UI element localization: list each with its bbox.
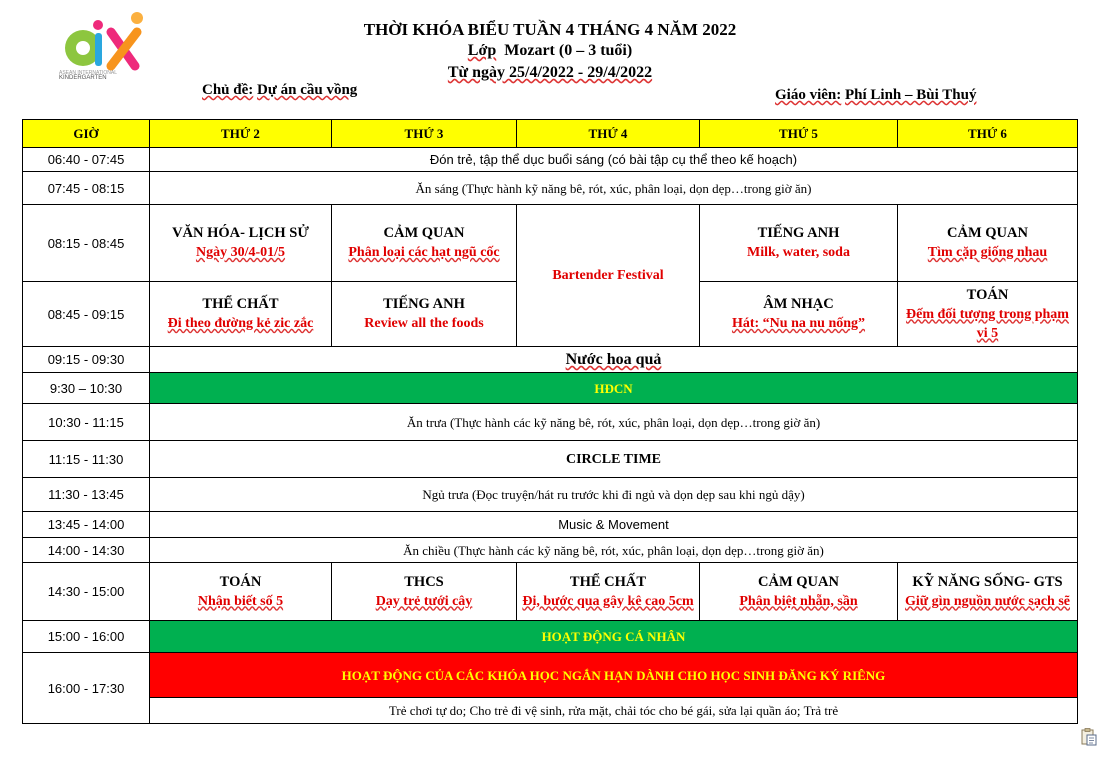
lesson-cell — [332, 205, 517, 282]
col-header-wed: THỨ 4 — [517, 120, 700, 148]
lesson-detail: Nhận biết số 5 — [197, 593, 284, 609]
time-cell: 11:30 - 13:45 — [23, 478, 150, 512]
table-row — [23, 404, 1078, 441]
table-row — [23, 621, 1078, 653]
topic-line — [202, 82, 357, 99]
lesson-subject: THCS — [404, 573, 444, 590]
lesson-subject: CẢM QUAN — [383, 225, 465, 241]
lesson-cell — [150, 563, 332, 621]
activity-cell: Ăn sáng (Thực hành kỹ năng bê, rót, xúc, phân loại, dọn dẹp…trong giờ ăn) — [150, 172, 1078, 205]
lesson-cell — [700, 205, 898, 282]
activity-cell: Ăn trưa (Thực hành các kỹ năng bê, rót, xúc, phân loại, dọn dẹp…trong giờ ăn) — [150, 404, 1078, 441]
lesson-subject: CẢM QUAN — [758, 573, 839, 590]
lesson-cell — [332, 282, 517, 347]
date-range-text: Từ ngày 25/4/2022 - 29/4/2022 — [447, 64, 653, 81]
lesson-cell — [898, 205, 1078, 282]
activity-cell: Đón trẻ, tập thể dục buổi sáng (có bài tập cụ thể theo kế hoạch) — [150, 148, 1078, 172]
lesson-detail: Dạy trẻ tưới cây — [375, 593, 473, 609]
class-name: Mozart (0 – 3 tuổi) — [504, 42, 633, 59]
lesson-detail: Giữ gìn nguồn nước sạch sẽ — [905, 593, 1070, 609]
topic-value: Dự án cầu vồng — [257, 82, 358, 98]
lesson-cell — [517, 563, 700, 621]
time-cell: 07:45 - 08:15 — [23, 172, 150, 205]
time-cell: 15:00 - 16:00 — [23, 621, 150, 653]
lesson-cell — [700, 563, 898, 621]
svg-text:KINDERGARTEN: KINDERGARTEN — [59, 75, 107, 80]
lesson-detail: Hát: “Nu na nu nống” — [731, 316, 866, 331]
col-header-fri: THỨ 6 — [898, 120, 1078, 148]
lesson-subject: TIẾNG ANH — [383, 296, 465, 312]
lesson-subject: CẢM QUAN — [947, 225, 1028, 241]
lesson-cell — [150, 205, 332, 282]
time-cell: 13:45 - 14:00 — [23, 512, 150, 538]
school-logo — [55, 8, 155, 80]
activity-cell: HOẠT ĐỘNG CỦA CÁC KHÓA HỌC NGẮN HẠN DÀNH CHO HỌC SINH ĐĂNG KÝ RIÊNG — [150, 653, 1078, 698]
activity-cell: Ăn chiều (Thực hành các kỹ năng bê, rót, xúc, phân loại, dọn dẹp…trong giờ ăn) — [150, 538, 1078, 563]
activity-cell: Music & Movement — [150, 512, 1078, 538]
page-title: THỜI KHÓA BIỂU TUẦN 4 THÁNG 4 NĂM 2022 — [363, 20, 737, 39]
lesson-cell — [332, 563, 517, 621]
header-row — [23, 120, 1078, 148]
time-cell: 09:15 - 09:30 — [23, 347, 150, 373]
time-cell: 10:30 - 11:15 — [23, 404, 150, 441]
lesson-detail: Tìm cặp giống nhau — [927, 245, 1048, 260]
table-row — [23, 653, 1078, 698]
teacher-value: Phí Linh – Bùi Thuý — [845, 87, 977, 103]
lesson-detail: Bartender Festival — [552, 268, 664, 283]
table-row — [23, 373, 1078, 404]
activity-cell — [150, 347, 1078, 373]
class-line — [250, 42, 850, 60]
lesson-subject: TOÁN — [966, 286, 1009, 303]
teacher-label: Giáo viên: — [775, 87, 842, 103]
lesson-cell — [517, 205, 700, 347]
activity-cell: CIRCLE TIME — [150, 441, 1078, 478]
activity-text: Nước hoa quả — [565, 351, 662, 368]
teacher-line — [775, 87, 976, 104]
lesson-cell — [150, 282, 332, 347]
time-cell: 9:30 – 10:30 — [23, 373, 150, 404]
table-row — [23, 478, 1078, 512]
activity-cell: Ngủ trưa (Đọc truyện/hát ru trước khi đi ngủ và dọn dẹp sau khi ngủ dậy) — [150, 478, 1078, 512]
timetable — [22, 119, 1078, 724]
lesson-subject: TIẾNG ANH — [757, 225, 840, 241]
lesson-cell — [700, 282, 898, 347]
table-row — [23, 441, 1078, 478]
svg-text:ASEAN INTERNATIONAL: ASEAN INTERNATIONAL — [59, 70, 117, 76]
date-range — [250, 64, 850, 82]
lesson-subject: TOÁN — [219, 573, 262, 590]
lesson-subject: VĂN HÓA- LỊCH SỬ — [172, 225, 309, 241]
lesson-subject: ÂM NHẠC — [763, 296, 834, 312]
topic-label: Chủ đề: — [202, 82, 254, 98]
col-header-tue: THỨ 3 — [332, 120, 517, 148]
col-header-mon: THỨ 2 — [150, 120, 332, 148]
time-cell: 08:15 - 08:45 — [23, 205, 150, 282]
time-cell: 08:45 - 09:15 — [23, 282, 150, 347]
table-row — [23, 148, 1078, 172]
lesson-detail: Ngày 30/4-01/5 — [195, 245, 286, 260]
table-row — [23, 698, 1078, 724]
lesson-subject: THỂ CHẤT — [569, 573, 647, 590]
paste-options-icon[interactable] — [1081, 728, 1097, 746]
lesson-subject: KỸ NĂNG SỐNG- GTS — [912, 573, 1063, 590]
time-cell: 06:40 - 07:45 — [23, 148, 150, 172]
activity-cell: Trẻ chơi tự do; Cho trẻ đi vệ sinh, rửa mặt, chải tóc cho bé gái, sửa lại quần áo; Trả trẻ — [150, 698, 1078, 724]
time-cell: 14:30 - 15:00 — [23, 563, 150, 621]
table-row — [23, 172, 1078, 205]
activity-cell: HOẠT ĐỘNG CÁ NHÂN — [150, 621, 1078, 653]
table-row — [23, 512, 1078, 538]
class-prefix: Lớp — [467, 42, 497, 59]
lesson-detail: Đi theo đường kẻ zic zắc — [167, 316, 314, 331]
lesson-detail: Review all the foods — [364, 316, 484, 331]
col-header-thu: THỨ 5 — [700, 120, 898, 148]
activity-cell: HĐCN — [150, 373, 1078, 404]
lesson-detail: Phân biệt nhẵn, sần — [739, 593, 858, 609]
time-cell: 16:00 - 17:30 — [23, 653, 150, 724]
table-row — [23, 205, 1078, 282]
lesson-cell — [898, 282, 1078, 347]
table-row — [23, 538, 1078, 563]
lesson-detail: Đi, bước qua gậy kê cao 5cm — [522, 593, 694, 609]
lesson-cell — [898, 563, 1078, 621]
col-header-time: GIỜ — [23, 120, 150, 148]
time-cell: 11:15 - 11:30 — [23, 441, 150, 478]
table-row — [23, 563, 1078, 621]
lesson-detail: Phân loại các hạt ngũ cốc — [348, 245, 500, 260]
table-row — [23, 347, 1078, 373]
time-cell: 14:00 - 14:30 — [23, 538, 150, 563]
lesson-detail: Đếm đối tượng trong phạm vi 5 — [906, 306, 1069, 341]
lesson-detail: Milk, water, soda — [747, 245, 850, 260]
lesson-subject: THỂ CHẤT — [202, 296, 279, 312]
